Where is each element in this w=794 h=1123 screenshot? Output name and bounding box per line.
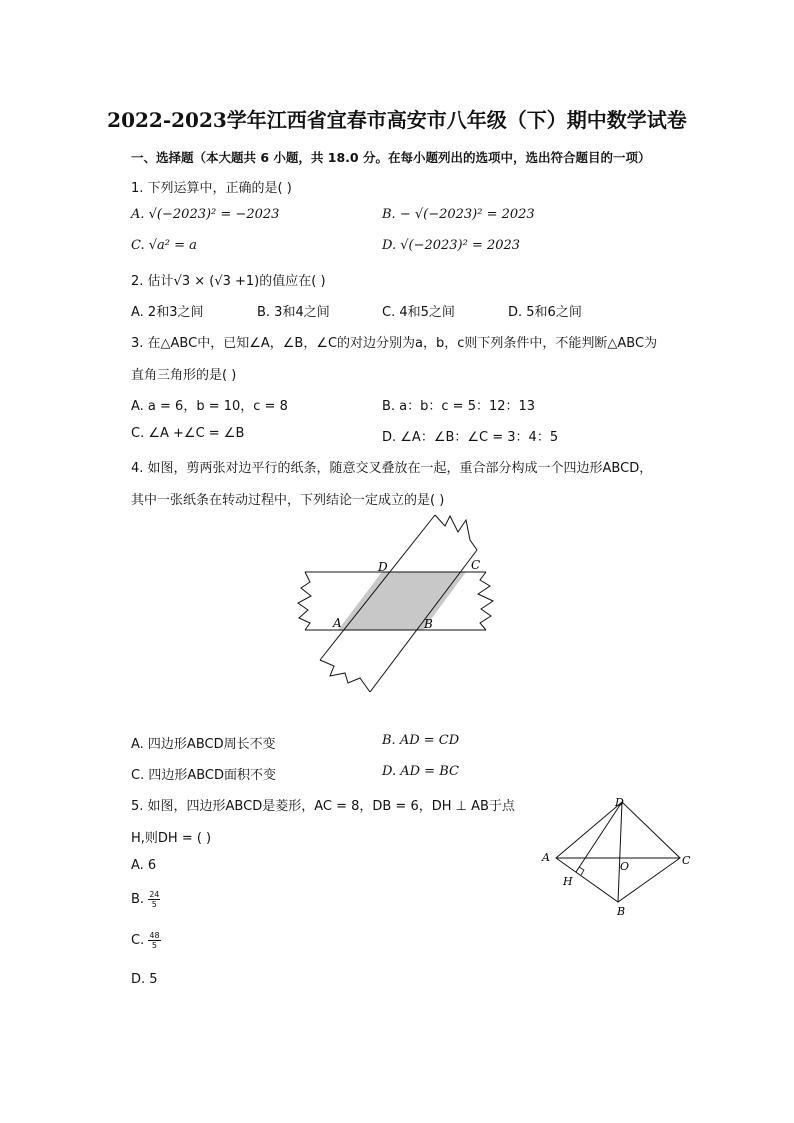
q4-stem-line1: 4. 如图，剪两张对边平行的纸条，随意交叉叠放在一起，重合部分构成一个四边形ABCD， <box>131 461 653 476</box>
q4-label-c: C <box>471 558 481 572</box>
q3-stem-line1: 3. 在△ABC中，已知∠A，∠B，∠C的对边分别为a，b，c则下列条件中，不能判断△ABC为 <box>131 336 658 351</box>
q4-label-b: B <box>424 617 433 631</box>
q5-rhombus <box>556 802 680 902</box>
q1-option-b: B. − √(−2023)² = 2023 <box>382 207 535 222</box>
q5-label-d: D <box>615 796 624 809</box>
page-title: 2022-2023学年江西省宜春市高安市八年级（下）期中数学试卷 <box>107 108 687 132</box>
q5-option-c <box>131 931 161 950</box>
q4-strip-right-torn-edge <box>478 572 493 630</box>
q4-slanted-strip-bottom-torn-edge <box>320 660 370 692</box>
q4-option-c: C. 四边形ABCD面积不变 <box>131 768 277 783</box>
q5-label-h: H <box>563 875 573 888</box>
q4-paper-strips-figure <box>290 510 505 700</box>
q1-stem: 1. 下列运算中，正确的是( ) <box>131 181 292 196</box>
q2-option-b: B. 3和4之间 <box>257 305 330 320</box>
q5-option-b-numerator: 24 <box>149 890 160 899</box>
q5-label-a: A <box>542 851 550 864</box>
q5-label-c: C <box>682 854 691 867</box>
q1-option-a: A. √(−2023)² = −2023 <box>131 207 280 222</box>
q4-strip-left-torn-edge <box>298 572 311 630</box>
q2-stem: 2. 估计√3 × (√3 +1)的值应在( ) <box>131 274 326 289</box>
q3-stem-line2: 直角三角形的是( ) <box>131 368 237 383</box>
q4-option-d: D. AD = BC <box>382 764 459 779</box>
q4-slanted-strip-top-torn-edge <box>435 515 477 550</box>
q2-option-a: A. 2和3之间 <box>131 305 204 320</box>
q5-rhombus-figure <box>538 790 698 922</box>
q5-option-c-numerator: 48 <box>149 931 160 940</box>
q5-right-angle-mark <box>579 867 584 875</box>
q1-option-d: D. √(−2023)² = 2023 <box>382 238 521 253</box>
q5-option-b-fraction <box>148 890 160 909</box>
q3-option-b: B. a：b：c = 5：12：13 <box>382 399 536 414</box>
q5-option-b <box>131 890 160 909</box>
q5-option-c-fraction <box>148 931 160 950</box>
q5-option-d: D. 5 <box>131 972 158 987</box>
q2-option-c: C. 4和5之间 <box>382 305 455 320</box>
q1-option-c: C. √a² = a <box>131 238 197 253</box>
q5-option-c-label: C. <box>131 933 145 948</box>
q5-label-o: O <box>620 860 630 873</box>
q5-option-b-denominator: 5 <box>151 900 157 909</box>
q4-option-b: B. AD = CD <box>382 733 460 748</box>
q4-label-a: A <box>333 616 342 630</box>
q3-option-a: A. a = 6，b = 10，c = 8 <box>131 399 288 414</box>
q5-stem-line1: 5. 如图，四边形ABCD是菱形，AC = 8，DB = 6，DH ⊥ AB于点 <box>131 799 515 814</box>
q5-option-a: A. 6 <box>131 858 157 873</box>
q5-option-c-denominator: 5 <box>151 941 157 950</box>
q2-option-d: D. 5和6之间 <box>508 305 582 320</box>
q5-label-b: B <box>617 905 626 918</box>
q3-option-d: D. ∠A：∠B：∠C = 3：4：5 <box>382 430 559 445</box>
q4-overlap-region <box>338 572 466 630</box>
q5-stem-line2: H,则DH = ( ) <box>131 831 212 846</box>
q5-diagonal-bd <box>618 802 622 902</box>
q4-stem-line2: 其中一张纸条在转动过程中，下列结论一定成立的是( ) <box>131 493 445 508</box>
q4-label-d: D <box>378 560 388 574</box>
section-heading: 一、选择题（本大题共 6 小题，共 18.0 分。在每小题列出的选项中，选出符合题目的一项） <box>131 150 651 165</box>
q4-option-a: A. 四边形ABCD周长不变 <box>131 737 276 752</box>
q3-option-c: C. ∠A +∠C = ∠B <box>131 426 245 441</box>
q5-segment-dh <box>576 802 622 872</box>
q5-option-b-label: B. <box>131 892 145 907</box>
